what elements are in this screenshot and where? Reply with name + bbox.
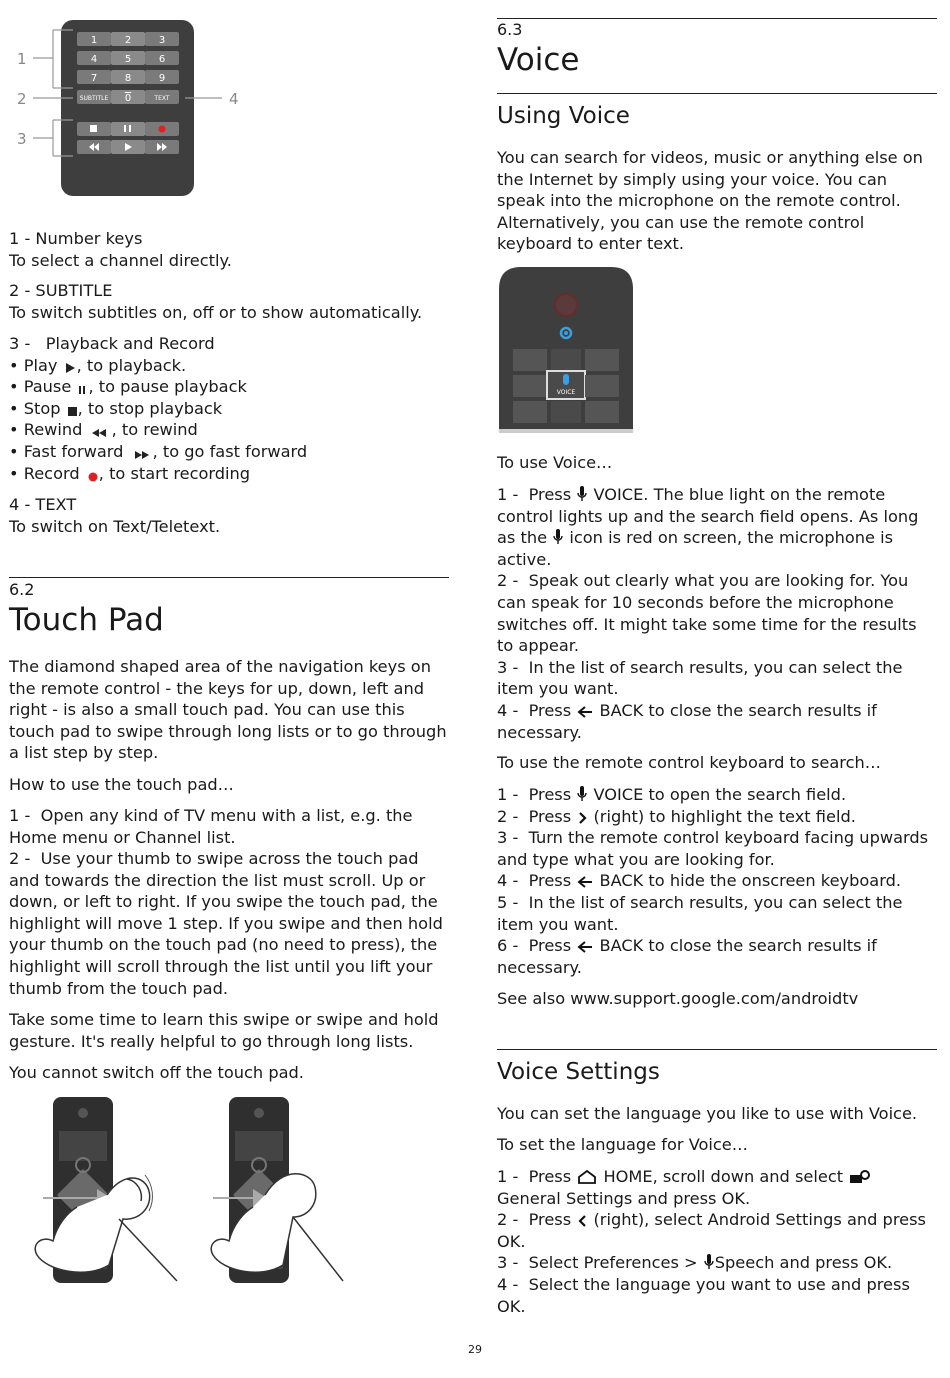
list-item: 1 - Press VOICE. The blue light on the remote control lights up and the search field opens. As long as the icon is red on screen, the microphone is active. [497,485,919,569]
general-settings-label: General Settings [497,1188,633,1208]
section-number: 6.3 [497,20,523,39]
settings-to-set: To set the language for Voice… [497,1135,748,1154]
text-desc: To switch on Text/Teletext. [9,516,221,536]
playback-title: 3 - Playback and Record [9,334,215,353]
stop-icon [66,404,78,417]
key-4: 4 [90,54,98,65]
list-item: 2 - Press (right), select Android Settings and press OK. [497,1210,926,1251]
subtitle-item [9,280,449,323]
voice-key-label: VOICE [556,389,576,396]
record-key-icon [159,126,166,133]
speech-label: Speech [714,1253,775,1273]
list-item: 5 - In the list of search results, you can select the item you want. [497,892,903,934]
back-arrow-icon [576,939,594,954]
key-6: 6 [158,54,166,65]
settings-steps-list [497,1166,937,1317]
fast-forward-icon [129,447,153,460]
to-use-voice: To use Voice… [497,453,613,472]
mic-icon [552,529,564,546]
list-item: 3 - Turn the remote control keyboard facing upwards and type what you are looking for. [497,828,929,869]
settings-intro: You can set the language you like to use with Voice. [497,1104,918,1123]
subtitle-desc: To switch subtitles on, off or to show automatically. [9,302,423,322]
list-item: 4 - Select the language you want to use and press OK. [497,1274,910,1316]
section-title: Touch Pad [9,602,164,638]
subsection-divider [497,1049,937,1050]
number-keys-desc: To select a channel directly. [9,250,232,270]
remote-keypad-figure [9,18,259,203]
text-item [9,494,449,537]
key-7: 7 [90,73,98,84]
callout-2: 2 [17,90,27,108]
home-icon [576,1169,598,1185]
key-subtitle: SUBTITLE [79,95,109,102]
settings-gear-icon [848,1169,872,1185]
key-0: 0 [124,93,132,104]
text-title: 4 - TEXT [9,495,77,514]
preferences-label: Preferences [583,1253,679,1273]
playback-bullet: • Record , to start recording [9,463,251,483]
mic-icon [576,786,588,803]
touchpad-howto: How to use the touch pad… [9,775,234,794]
key-1: 1 [90,35,98,46]
section-title: Voice [497,42,580,78]
swipe-hold-illustration [211,1097,343,1283]
key-9: 9 [158,73,166,84]
chevron-left-icon [576,1213,588,1228]
number-keys-item [9,228,449,271]
record-icon [85,469,99,482]
callout-4: 4 [229,90,239,108]
touchpad-off-note: You cannot switch off the touch pad. [9,1063,304,1082]
touchpad-step-1: 1 - Open any kind of TV menu with a list, e.g. the Home menu or Channel list. [9,806,413,847]
playback-bullet: • Pause , to pause playback [9,377,247,397]
mic-icon [703,1254,715,1271]
list-item: 1 - Press HOME, scroll down and select General Settings and press OK. [497,1166,937,1209]
list-item: 2 - Speak out clearly what you are looking for. You can speak for 10 seconds before the microphone switches off. It might take some time for the results to appear. [497,571,917,656]
list-item: 1 - Press VOICE to open the search field. [497,785,847,804]
list-item: 3 - In the list of search results, you can select the item you want. [497,657,903,699]
key-8: 8 [124,73,132,84]
using-voice-title: Using Voice [497,103,630,129]
swipe-illustration [35,1097,177,1283]
callout-3: 3 [17,130,27,148]
key-2: 2 [124,35,132,46]
android-settings-label: Android Settings [707,1210,842,1230]
touchpad-tip: Take some time to learn this swipe or swipe and hold gesture. It's really helpful to go through long lists. [9,1010,439,1051]
keyboard-intro: To use the remote control keyboard to search… [497,753,881,772]
list-item: 6 - Press BACK to close the search results if necessary. [497,936,877,977]
remote-body [61,20,194,196]
list-item: 4 - Press BACK to close the search results if necessary. [497,700,877,742]
number-keys-title: 1 - Number keys [9,229,143,248]
keyboard-steps-list [497,784,937,978]
playback-bullet: • Fast forward , to go fast forward [9,441,308,461]
list-item: 4 - Press BACK to hide the onscreen keyboard. [497,871,902,891]
playback-item [9,333,449,484]
page-number: 29 [468,1343,482,1356]
voice-settings-title: Voice Settings [497,1059,660,1085]
back-arrow-icon [576,874,594,889]
back-arrow-icon [576,704,594,719]
playback-bullet: • Play , to playback. [9,355,187,375]
section-divider [497,18,937,19]
list-item: 2 - Press (right) to highlight the text field. [497,806,856,826]
chevron-right-icon [576,810,588,825]
voice-steps-list [497,484,937,743]
subtitle-title: 2 - SUBTITLE [9,281,113,300]
section-number: 6.2 [9,580,35,599]
callout-1: 1 [17,50,27,68]
voice-remote-figure [499,267,635,433]
section-divider [9,577,449,578]
mic-icon [576,486,588,503]
pause-icon [76,382,88,395]
subsection-divider [497,93,937,94]
touchpad-illustration [27,1095,347,1285]
see-also-link: See also www.support.google.com/androidtv [497,989,859,1008]
playback-bullet: • Rewind , to rewind [9,420,198,440]
touchpad-intro: The diamond shaped area of the navigation keys on the remote control - the keys for up, down, left and right - is also a small touch pad. You can use this touch pad to swipe through long lists or to go through a list step by step. [9,657,447,763]
key-3: 3 [158,35,166,46]
touchpad-step-2: 2 - Use your thumb to swipe across the touch pad and towards the direction the list must scroll. Up or down, or left to right. If you swipe the touch pad, the highlight will move 1 step. If you swipe and then hold your thumb on the touch pad (no need to press), the highlight will scroll through the list until you lift your thumb from the touch pad. [9,849,443,998]
voice-intro: You can search for videos, music or anything else on the Internet by simply using your voice. You can speak into the microphone on the remote control. Alternatively, you can use the remote control keyboard to enter text. [497,148,923,254]
stop-key-icon [90,125,97,132]
key-text: TEXT [154,95,170,102]
rewind-icon [88,425,112,438]
play-icon [63,361,77,374]
playback-bullet: • Stop , to stop playback [9,398,223,418]
key-5: 5 [124,54,132,65]
list-item: 3 - Select Preferences > Speech and press OK. [497,1253,893,1273]
